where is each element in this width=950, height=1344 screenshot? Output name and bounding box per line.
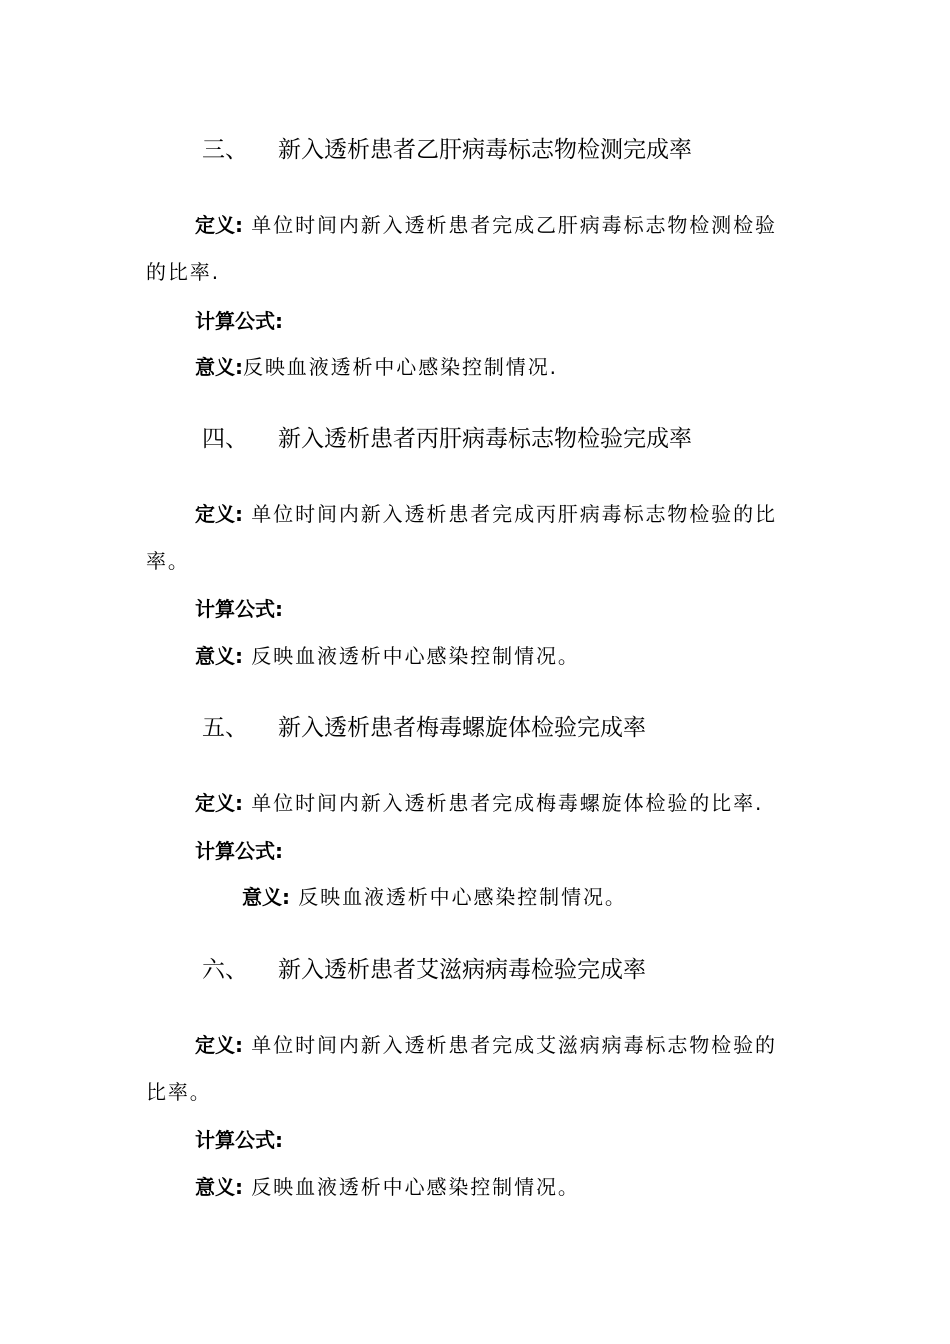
section-3-formula-label: 计算公式: [195, 309, 283, 333]
section-5-number: 五、 [202, 715, 248, 741]
section-5-definition [195, 790, 763, 816]
section-3-definition-label: 定义: [195, 213, 243, 237]
section-3-number: 三、 [202, 137, 248, 163]
section-3-meaning-text: 反映血液透析中心感染控制情况. [243, 355, 558, 379]
section-6-meaning-label: 意义: [195, 1175, 243, 1199]
section-6-meaning-text: 反映血液透析中心感染控制情况。 [251, 1175, 580, 1199]
section-5-formula-label: 计算公式: [195, 839, 283, 863]
section-6-formula [195, 1127, 283, 1153]
section-5-formula [195, 838, 283, 864]
section-6-formula-label: 计算公式: [195, 1128, 283, 1152]
section-4-meaning-label: 意义: [195, 644, 243, 668]
section-4-number: 四、 [202, 426, 248, 452]
section-5-title: 新入透析患者梅毒螺旋体检验完成率 [278, 715, 646, 741]
section-6-title: 新入透析患者艾滋病病毒检验完成率 [278, 957, 646, 983]
section-3-title: 新入透析患者乙肝病毒标志物检测完成率 [278, 137, 692, 163]
section-4-definition-line1: 单位时间内新入透析患者完成丙肝病毒标志物检验的比 [251, 502, 777, 526]
section-4-meaning [195, 643, 580, 669]
section-4-meaning-text: 反映血液透析中心感染控制情况。 [251, 644, 580, 668]
section-6-number: 六、 [202, 957, 248, 983]
section-5-meaning-label: 意义: [242, 885, 290, 909]
section-4-title: 新入透析患者丙肝病毒标志物检验完成率 [278, 426, 692, 452]
section-6-definition-line1: 单位时间内新入透析患者完成艾滋病病毒标志物检验的 [251, 1033, 777, 1057]
section-5-meaning [242, 884, 627, 910]
section-4-definition [195, 501, 777, 527]
section-4-definition-line2: 率。 [146, 549, 190, 573]
section-6-definition-label: 定义: [195, 1033, 243, 1057]
section-4-heading [202, 424, 692, 454]
section-3-heading [202, 135, 692, 165]
section-4-formula-label: 计算公式: [195, 597, 283, 621]
section-3-definition-line1: 单位时间内新入透析患者完成乙肝病毒标志物检测检验 [251, 213, 777, 237]
section-5-heading [202, 713, 646, 743]
section-5-definition-line1: 单位时间内新入透析患者完成梅毒螺旋体检验的比率. [251, 791, 764, 815]
section-6-meaning [195, 1174, 580, 1200]
section-6-definition-line2: 比率。 [146, 1080, 212, 1104]
section-3-meaning [195, 354, 558, 380]
section-3-meaning-label: 意义: [195, 355, 243, 379]
section-5-meaning-text: 反映血液透析中心感染控制情况。 [298, 885, 627, 909]
section-4-formula [195, 596, 283, 622]
section-3-definition [195, 212, 777, 238]
section-6-heading [202, 955, 646, 985]
section-6-definition [195, 1032, 777, 1058]
section-3-formula [195, 308, 283, 334]
section-3-definition-line2: 的比率. [146, 260, 220, 284]
section-4-definition-label: 定义: [195, 502, 243, 526]
section-5-definition-label: 定义: [195, 791, 243, 815]
